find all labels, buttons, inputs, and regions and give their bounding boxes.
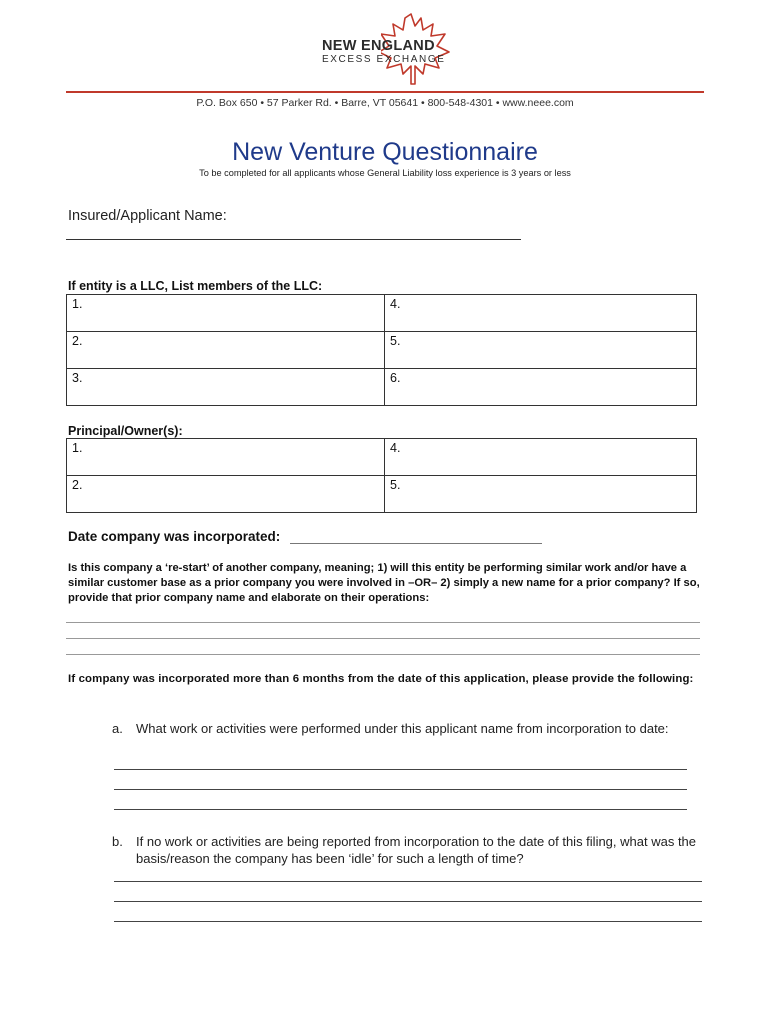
llc-member-cell[interactable]: 1. xyxy=(67,295,385,332)
principal-cell[interactable]: 2. xyxy=(67,476,385,513)
date-incorporated-field[interactable] xyxy=(290,543,542,544)
page-title: New Venture Questionnaire xyxy=(232,138,538,166)
insured-name-label: Insured/Applicant Name: xyxy=(68,208,227,224)
six-months-instruction: If company was incorporated more than 6 months from the date of this application, please provide the following: xyxy=(68,673,694,685)
principal-cell[interactable]: 1. xyxy=(67,439,385,476)
answer-a-line[interactable] xyxy=(114,769,687,770)
llc-member-cell[interactable]: 5. xyxy=(385,332,697,369)
restart-answer-line[interactable] xyxy=(66,622,700,623)
company-address: P.O. Box 650 • 57 Parker Rd. • Barre, VT 05641 • 800-548-4301 • www.neee.com xyxy=(196,97,574,109)
table-row xyxy=(67,369,697,406)
llc-members-label: If entity is a LLC, List members of the LLC: xyxy=(68,279,323,293)
answer-a-line[interactable] xyxy=(114,789,687,790)
header-divider xyxy=(66,91,704,93)
question-b-text: If no work or activities are being reported from incorporation to the date of this filing, what was the basis/reason the company has been ‘idle’ for such a length of time? xyxy=(136,834,697,866)
restart-answer-line[interactable] xyxy=(66,654,700,655)
answer-b-line[interactable] xyxy=(114,921,702,922)
table-row xyxy=(67,476,697,513)
principals-label: Principal/Owner(s): xyxy=(68,424,183,438)
answer-a-line[interactable] xyxy=(114,809,687,810)
principal-cell[interactable]: 5. xyxy=(385,476,697,513)
answer-b-line[interactable] xyxy=(114,901,702,902)
restart-answer-line[interactable] xyxy=(66,638,700,639)
llc-member-cell[interactable]: 2. xyxy=(67,332,385,369)
page-subtitle: To be completed for all applicants whose General Liability loss experience is 3 years or less xyxy=(199,168,571,178)
llc-member-cell[interactable]: 6. xyxy=(385,369,697,406)
question-b-letter: b. xyxy=(112,834,123,849)
table-row xyxy=(67,439,697,476)
llc-member-cell[interactable]: 3. xyxy=(67,369,385,406)
principal-cell[interactable]: 4. xyxy=(385,439,697,476)
table-row xyxy=(67,295,697,332)
question-a-letter: a. xyxy=(112,721,123,736)
restart-question: Is this company a ‘re-start’ of another company, meaning; 1) will this entity be performing similar work and/or have a similar customer base as a prior company you were involved in –OR– 2) simply a new name for a prior company? If so, provide that prior company name and elaborate on their operations: xyxy=(68,562,700,604)
principals-table xyxy=(66,438,697,513)
logo-wordmark-line1: NEW ENGLAND xyxy=(322,38,435,54)
answer-b-line[interactable] xyxy=(114,881,702,882)
date-incorporated-label: Date company was incorporated: xyxy=(68,529,281,544)
llc-members-table xyxy=(66,294,697,406)
question-a-text: What work or activities were performed under this applicant name from incorporation to date: xyxy=(136,721,669,736)
llc-member-cell[interactable]: 4. xyxy=(385,295,697,332)
insured-name-field[interactable] xyxy=(66,239,521,240)
logo-wordmark-line2: EXCESS EXCHANGE xyxy=(322,54,446,65)
table-row xyxy=(67,332,697,369)
